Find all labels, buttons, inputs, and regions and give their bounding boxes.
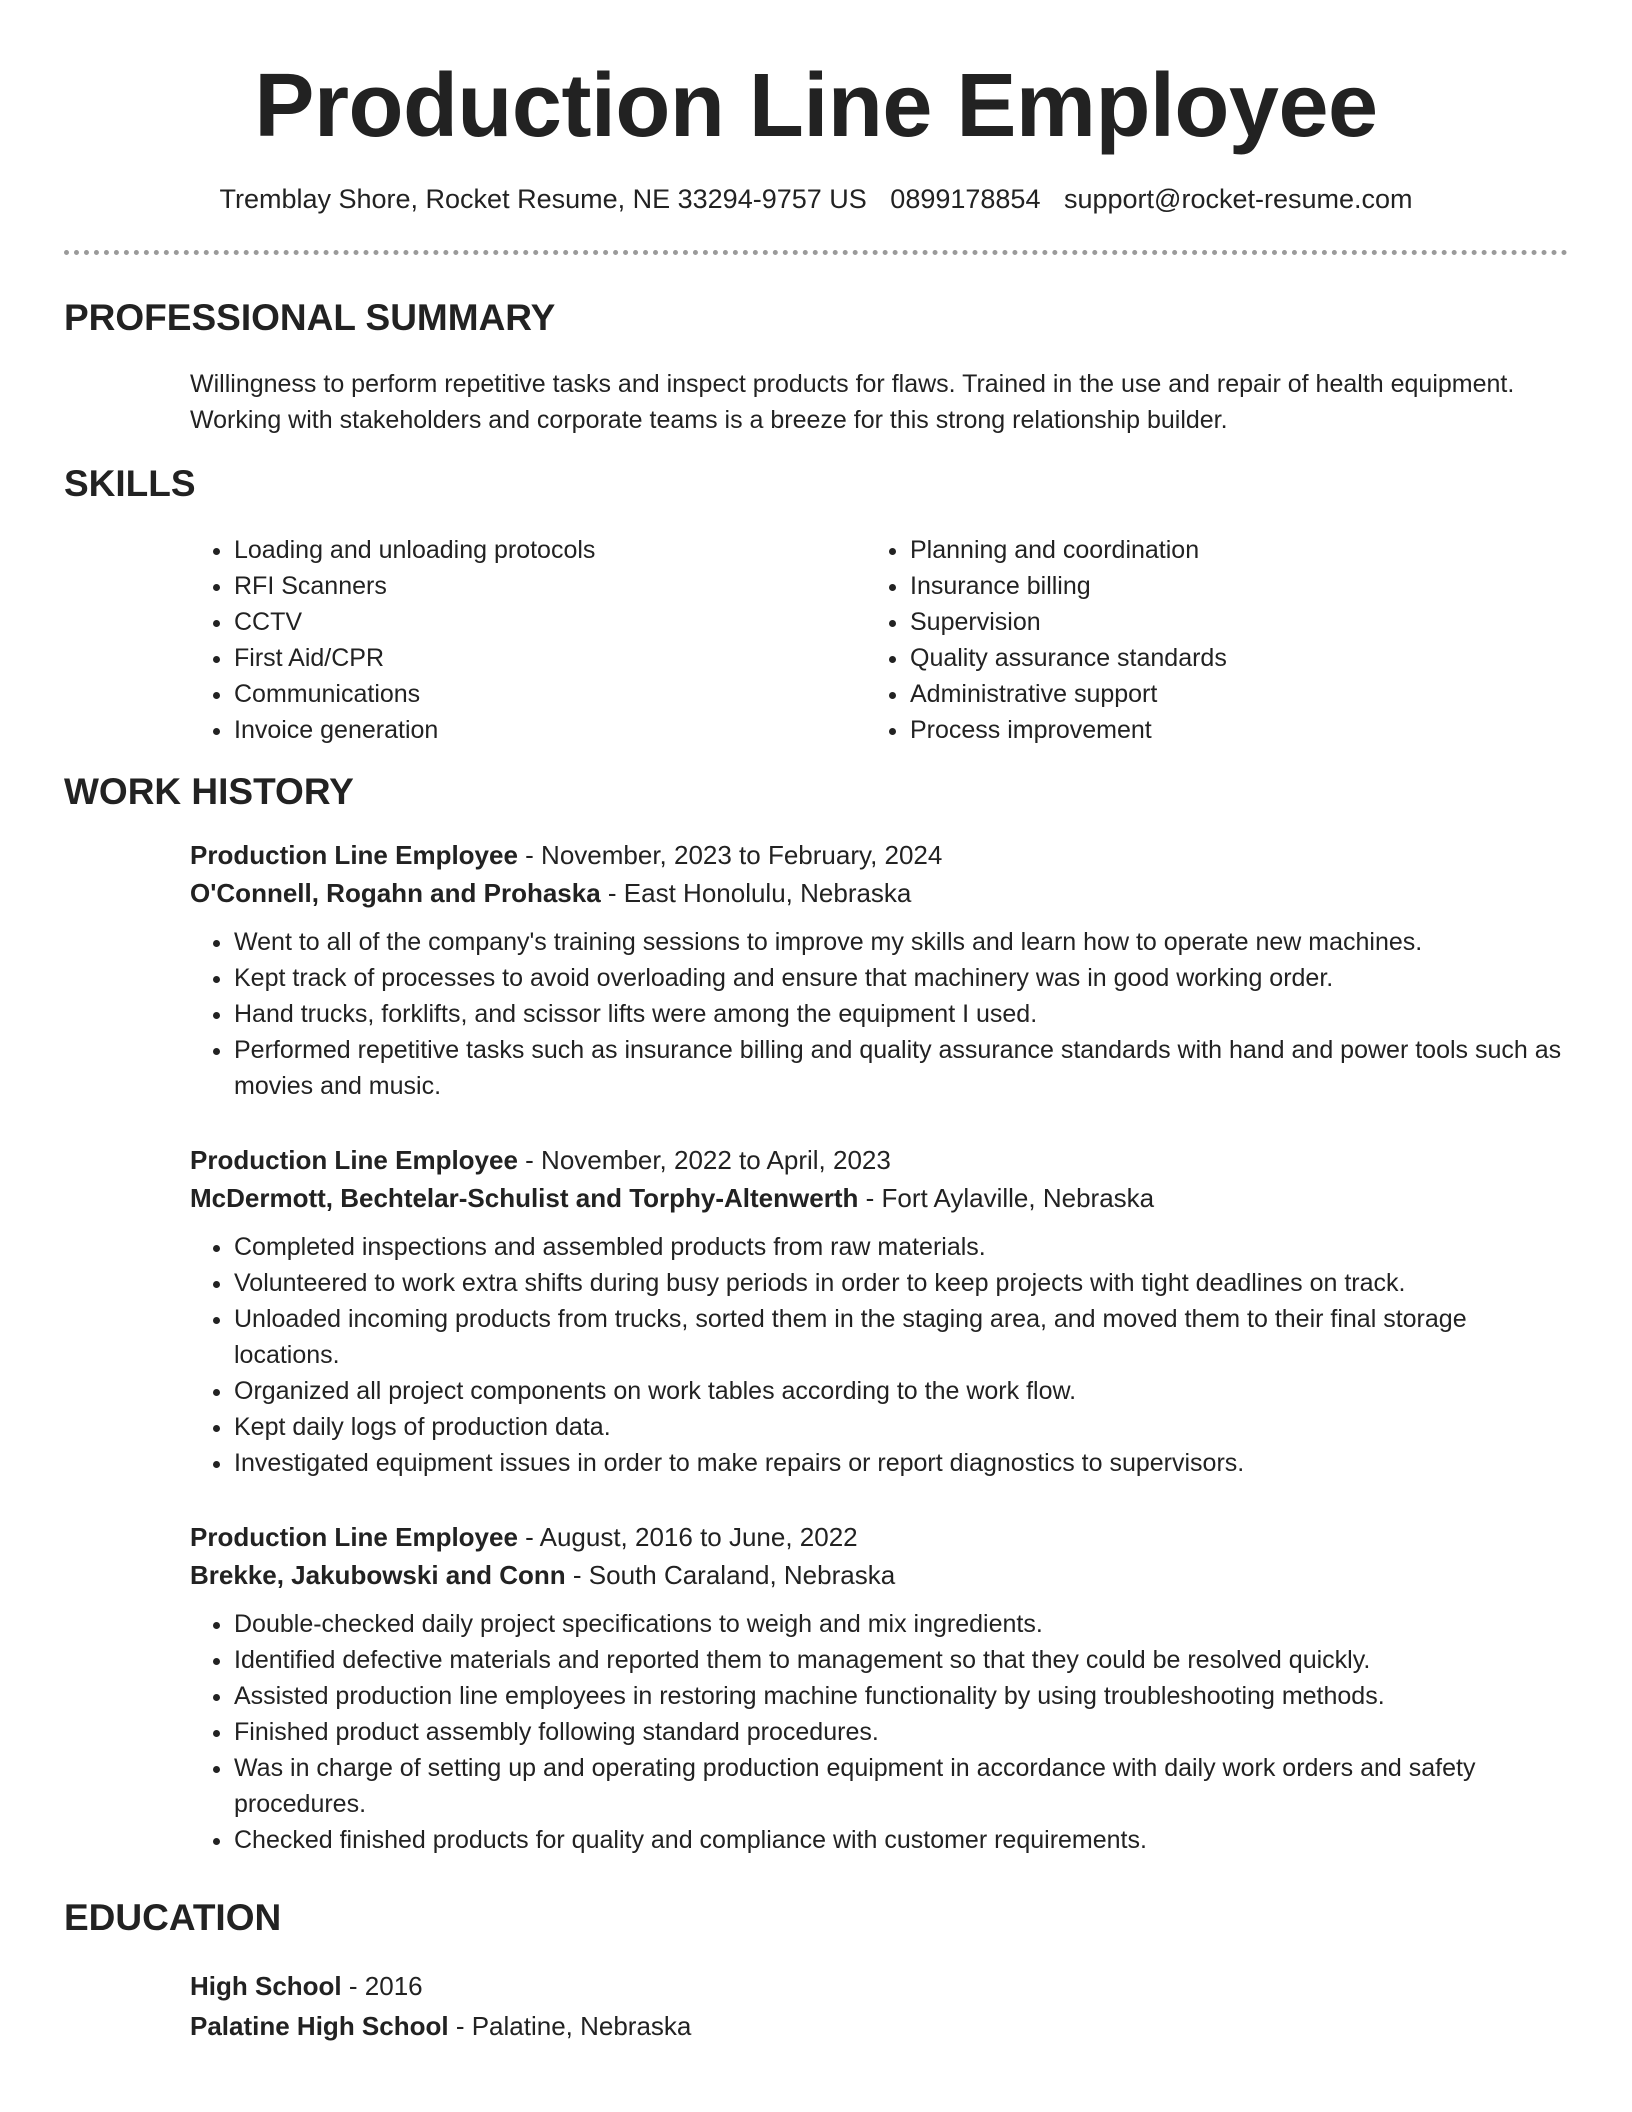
job-bullets bbox=[190, 1606, 1570, 1858]
job-title-line bbox=[190, 1518, 1570, 1556]
job-title-line bbox=[190, 1141, 1570, 1179]
job-title-line bbox=[190, 836, 1570, 874]
contact-phone: 0899178854 bbox=[890, 184, 1041, 214]
education-degree: High School bbox=[190, 1971, 342, 2001]
job-bullet: • Identified defective materials and reported them to management so that they could be resolved quickly. bbox=[234, 1642, 1570, 1678]
candidate-name: Production Line Employee bbox=[254, 56, 1378, 156]
job-location: - East Honolulu, Nebraska bbox=[600, 878, 912, 908]
job-bullet: • Checked finished products for quality and compliance with customer requirements. bbox=[234, 1822, 1570, 1858]
skill-item: • CCTV bbox=[234, 604, 830, 640]
job-bullet: • Organized all project components on work tables according to the work flow. bbox=[234, 1373, 1570, 1409]
skills-heading: SKILLS bbox=[64, 463, 196, 504]
job-dates: - November, 2023 to February, 2024 bbox=[517, 840, 943, 870]
education-school: Palatine High School bbox=[190, 2011, 449, 2041]
education-school-line bbox=[190, 2006, 1570, 2046]
job-bullet: • Kept daily logs of production data. bbox=[234, 1409, 1570, 1445]
skills-list-right bbox=[866, 532, 1506, 748]
skill-item: • Administrative support bbox=[910, 676, 1506, 712]
job-bullet: • Assisted production line employees in restoring machine functionality by using troubleshooting methods. bbox=[234, 1678, 1570, 1714]
job-role: Production Line Employee bbox=[190, 1145, 518, 1175]
job-bullet: • Kept track of processes to avoid overloading and ensure that machinery was in good working order. bbox=[234, 960, 1570, 996]
job-dates: - November, 2022 to April, 2023 bbox=[517, 1145, 891, 1175]
job-bullet: • Was in charge of setting up and operating production equipment in accordance with daily work orders and safety procedures. bbox=[234, 1750, 1570, 1822]
job-bullet: • Performed repetitive tasks such as insurance billing and quality assurance standards with hand and power tools such as movies and music. bbox=[234, 1032, 1570, 1104]
job-entry bbox=[190, 1518, 1570, 1858]
job-company: McDermott, Bechtelar-Schulist and Torphy-Altenwerth bbox=[190, 1183, 859, 1213]
skills-list-left bbox=[190, 532, 830, 748]
job-bullet: • Completed inspections and assembled products from raw materials. bbox=[234, 1229, 1570, 1265]
skill-item: • RFI Scanners bbox=[234, 568, 830, 604]
education-entry bbox=[190, 1966, 1570, 2046]
work-history-heading: WORK HISTORY bbox=[64, 771, 354, 812]
job-company-line bbox=[190, 1179, 1570, 1217]
job-role: Production Line Employee bbox=[190, 840, 518, 870]
summary-text: Willingness to perform repetitive tasks and inspect products for flaws. Trained in the use and repair of health equipment. Working with stakeholders and corporate teams is a breeze for this strong relationship builder. bbox=[190, 370, 1515, 434]
skill-item: • First Aid/CPR bbox=[234, 640, 830, 676]
contact-email: support@rocket-resume.com bbox=[1063, 184, 1413, 214]
job-bullets bbox=[190, 924, 1570, 1104]
job-bullets bbox=[190, 1229, 1570, 1481]
skill-item: • Quality assurance standards bbox=[910, 640, 1506, 676]
job-dates: - August, 2016 to June, 2022 bbox=[517, 1522, 858, 1552]
summary-heading: PROFESSIONAL SUMMARY bbox=[64, 297, 556, 338]
skill-item: • Process improvement bbox=[910, 712, 1506, 748]
job-company: Brekke, Jakubowski and Conn bbox=[190, 1560, 566, 1590]
job-company-line bbox=[190, 1556, 1570, 1594]
skill-item: • Communications bbox=[234, 676, 830, 712]
contact-line bbox=[0, 181, 1632, 217]
job-bullet: • Finished product assembly following standard procedures. bbox=[234, 1714, 1570, 1750]
education-heading: EDUCATION bbox=[64, 1897, 282, 1938]
job-entry bbox=[190, 1141, 1570, 1481]
job-bullet: • Went to all of the company's training sessions to improve my skills and learn how to operate new machines. bbox=[234, 924, 1570, 960]
job-company: O'Connell, Rogahn and Prohaska bbox=[190, 878, 601, 908]
skill-item: • Invoice generation bbox=[234, 712, 830, 748]
skill-item: • Loading and unloading protocols bbox=[234, 532, 830, 568]
skill-item: • Supervision bbox=[910, 604, 1506, 640]
job-location: - South Caraland, Nebraska bbox=[565, 1560, 896, 1590]
skill-item: • Planning and coordination bbox=[910, 532, 1506, 568]
job-entry bbox=[190, 836, 1570, 1104]
job-bullet: • Investigated equipment issues in order to make repairs or report diagnostics to supervisors. bbox=[234, 1445, 1570, 1481]
header-divider bbox=[64, 250, 1568, 255]
contact-address: Tremblay Shore, Rocket Resume, NE 33294-9757 US bbox=[219, 184, 867, 214]
job-company-line bbox=[190, 874, 1570, 912]
job-bullet: • Volunteered to work extra shifts during busy periods in order to keep projects with tight deadlines on track. bbox=[234, 1265, 1570, 1301]
job-bullet: • Hand trucks, forklifts, and scissor lifts were among the equipment I used. bbox=[234, 996, 1570, 1032]
education-degree-line bbox=[190, 1966, 1570, 2006]
job-bullet: • Unloaded incoming products from trucks, sorted them in the staging area, and moved them to their final storage locations. bbox=[234, 1301, 1570, 1373]
education-year: - 2016 bbox=[341, 1971, 423, 2001]
job-role: Production Line Employee bbox=[190, 1522, 518, 1552]
skill-item: • Insurance billing bbox=[910, 568, 1506, 604]
job-location: - Fort Aylaville, Nebraska bbox=[858, 1183, 1155, 1213]
education-location: - Palatine, Nebraska bbox=[448, 2011, 692, 2041]
job-bullet: • Double-checked daily project specifications to weigh and mix ingredients. bbox=[234, 1606, 1570, 1642]
